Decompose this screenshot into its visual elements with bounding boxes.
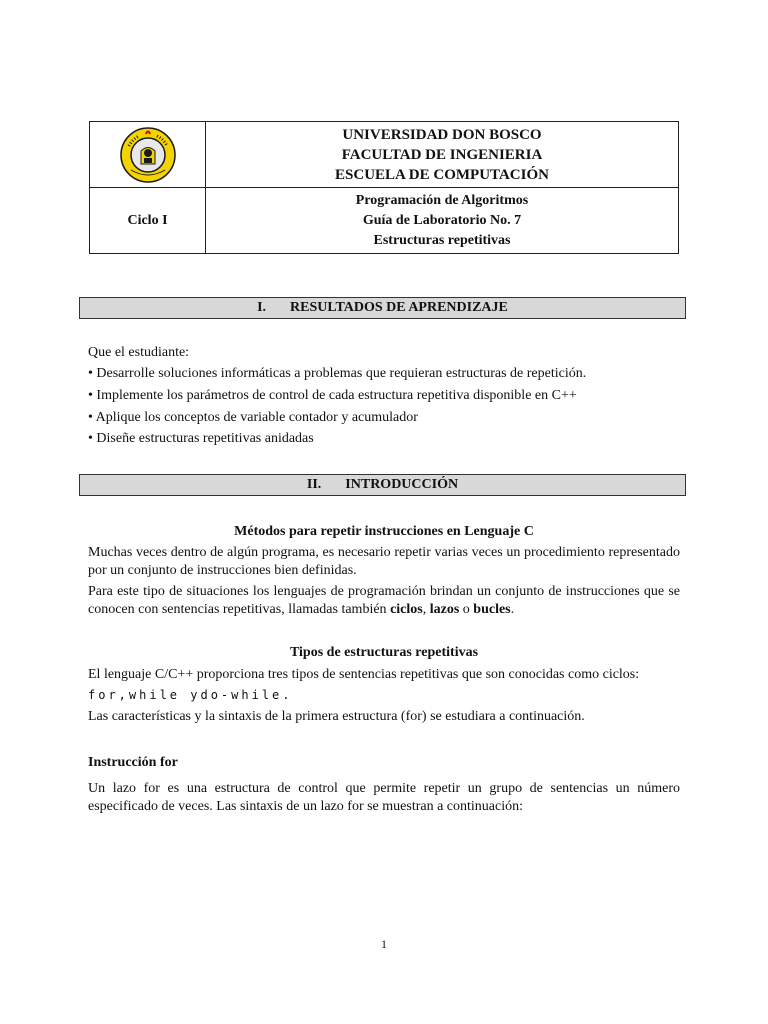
outcome-bullet: • Diseñe estructuras repetitivas anidadas bbox=[88, 431, 314, 446]
institution-cell bbox=[206, 122, 678, 188]
term-ciclos: ciclos bbox=[390, 602, 423, 617]
term-lazos: lazos bbox=[429, 602, 460, 617]
school-name: ESCUELA DE COMPUTACIÓN bbox=[335, 166, 549, 183]
section-heading-learning-outcomes bbox=[79, 297, 686, 319]
university-logo bbox=[119, 126, 177, 184]
guide-number: Guía de Laboratorio No. 7 bbox=[362, 212, 522, 228]
section-title: RESULTADOS DE APRENDIZAJE bbox=[290, 300, 508, 315]
term-bucles: bucles bbox=[473, 602, 511, 617]
course-cell bbox=[206, 188, 678, 253]
section-title: INTRODUCCIÓN bbox=[345, 477, 459, 492]
paragraph-text: o bbox=[459, 602, 474, 617]
logo-cell bbox=[90, 122, 206, 188]
section-heading-introduction bbox=[79, 474, 686, 496]
section-number: I. bbox=[257, 300, 267, 315]
code-loop-keywords bbox=[88, 686, 680, 705]
course-name: Programación de Algoritmos bbox=[355, 192, 529, 208]
paragraph-intro: Muchas veces dentro de algún programa, es necesario repetir varias veces un procedimiento representado por un conjunto de instrucciones bien definidas. bbox=[88, 545, 680, 578]
cycle-cell bbox=[90, 188, 206, 253]
paragraph-text: Para este tipo de situaciones los lenguajes de programación brindan un conjunto de instrucciones que se conocen con sentencias repetitivas, llamadas también bbox=[88, 584, 680, 617]
section-number: II. bbox=[306, 477, 322, 492]
outcomes-intro: Que el estudiante: bbox=[88, 345, 190, 360]
guide-topic: Estructuras repetitivas bbox=[373, 232, 511, 248]
faculty-name: FACULTAD DE INGENIERIA bbox=[341, 146, 543, 163]
paragraph-cycle-types: El lenguaje C/C++ proporciona tres tipos de sentencias repetitivas que son conocidas como ciclos: bbox=[88, 667, 640, 682]
inline-code: for,while ydo-while. bbox=[88, 688, 293, 702]
subheading-methods: Métodos para repetir instrucciones en Lenguaje C bbox=[234, 524, 534, 539]
header-table bbox=[89, 121, 679, 254]
paragraph-repetitive-sentences bbox=[88, 583, 680, 619]
university-name: UNIVERSIDAD DON BOSCO bbox=[342, 126, 542, 143]
subheading-for: Instrucción for bbox=[88, 755, 178, 770]
cycle-label: Ciclo I bbox=[127, 212, 168, 228]
outcome-bullet: • Aplique los conceptos de variable contador y acumulador bbox=[88, 410, 418, 425]
paragraph-for-intro: Las características y la sintaxis de la primera estructura (for) se estudiara a continuación. bbox=[88, 709, 585, 724]
paragraph-text: , bbox=[422, 602, 430, 617]
outcome-bullet: • Implemente los parámetros de control de cada estructura repetitiva disponible en C++ bbox=[88, 388, 577, 403]
subheading-types: Tipos de estructuras repetitivas bbox=[289, 645, 479, 660]
outcome-bullet: • Desarrolle soluciones informáticas a problemas que requieran estructuras de repetición. bbox=[88, 366, 587, 381]
page-number: 1 bbox=[381, 937, 387, 951]
paragraph-text: . bbox=[510, 602, 515, 617]
paragraph-for-description: Un lazo for es una estructura de control que permite repetir un grupo de sentencias un número especificado de veces. Las sintaxis de un lazo for se muestran a continuación: bbox=[88, 781, 680, 814]
